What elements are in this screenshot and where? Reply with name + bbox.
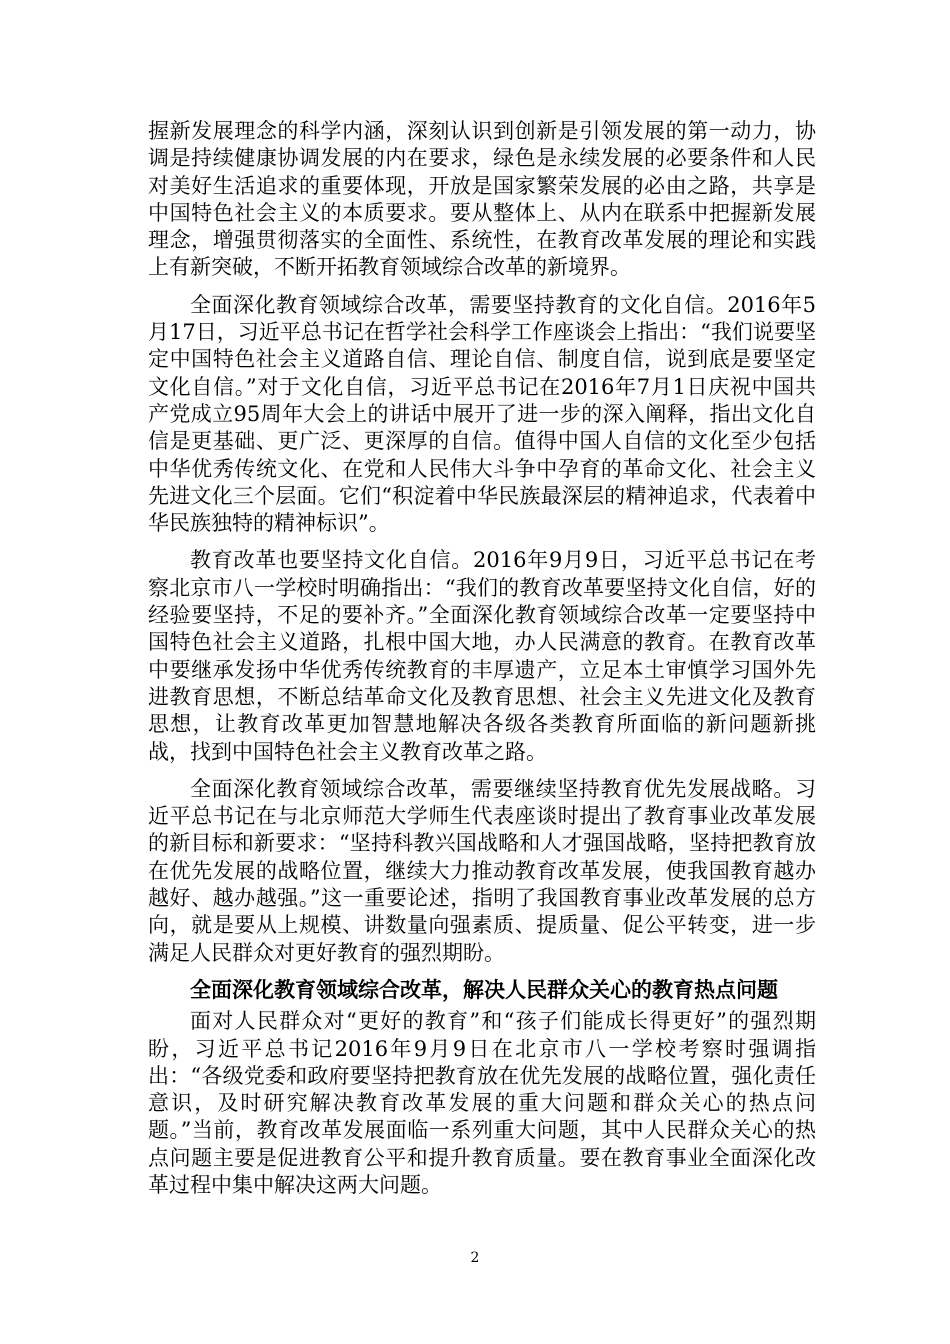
paragraph-new-development-concept: 握新发展理念的科学内涵，深刻认识到创新是引领发展的第一动力，协调是持续健康协调发展的内在要求，绿色是永续发展的必要条件和人民对美好生活追求的重要体现，开放是国家繁荣发展的必由之路，共享是中国特色社会主义的本质要求。要从整体上、从内在联系中把握新发展理念，增强贯彻落实的全面性、系统性，在教育改革发展的理论和实践上有新突破，不断开拓教育领域综合改革的新境界。 [148,119,816,280]
paragraph-hot-issues: 面对人民群众对“更好的教育”和“孩子们能成长得更好”的强烈期盼，习近平总书记2016年9月9日在北京市八一学校考察时强调指出：“各级党委和政府要坚持把教育放在优先发展的战略位置，强化责任意识，及时研究解决教育改革发展的重大问题和群众关心的热点问题。”当前，教育改革发展面临一系列重大问题，其中人民群众关心的热点问题主要是促进教育公平和提升教育质量。要在教育事业全面深化改革过程中集中解决这两大问题。 [148,1009,816,1197]
document-body [148,118,816,1209]
paragraph-priority-development-strategy: 全面深化教育领域综合改革，需要继续坚持教育优先发展战略。习近平总书记在与北京师范大学师生代表座谈时提出了教育事业改革发展的新目标和新要求：“坚持科教兴国战略和人才强国战略，坚持把教育放在优先发展的战略位置，继续大力推动教育改革发展，使我国教育越办越好、越办越强。”这一重要论述，指明了我国教育事业改革发展的总方向，就是要从上规模、讲数量向强素质、提质量、促公平转变，进一步满足人民群众对更好教育的强烈期盼。 [148,776,816,965]
section-heading: 全面深化教育领域综合改革，解决人民群众关心的教育热点问题 [190,977,778,1002]
paragraph-cultural-confidence: 全面深化教育领域综合改革，需要坚持教育的文化自信。2016年5月17日，习近平总书记在哲学社会科学工作座谈会上指出：“我们说要坚定中国特色社会主义道路自信、理论自信、制度自信，说到底是要坚定文化自信。”对于文化自信，习近平总书记在2016年7月1日庆祝中国共产党成立95周年大会上的讲话中展开了进一步的深入阐释，指出文化自信是更基础、更广泛、更深厚的自信。值得中国人自信的文化至少包括中华优秀传统文化、在党和人民伟大斗争中孕育的革命文化、社会主义先进文化三个层面。它们“积淀着中华民族最深层的精神追求，代表着中华民族独特的精神标识”。 [148,292,816,536]
page-number: 2 [470,1250,480,1266]
paragraph-education-reform-confidence: 教育改革也要坚持文化自信。2016年9月9日，习近平总书记在考察北京市八一学校时明确指出：“我们的教育改革要坚持文化自信，好的经验要坚持，不足的要补齐。”全面深化教育领域综合改革一定要坚持中国特色社会主义道路，扎根中国大地，办人民满意的教育。在教育改革中要继承发扬中华优秀传统教育的丰厚遗产，立足本土审慎学习国外先进教育思想，不断总结革命文化及教育思想、社会主义先进文化及教育思想，让教育改革更加智慧地解决各级各类教育所面临的新问题新挑战，找到中国特色社会主义教育改革之路。 [148,548,816,764]
